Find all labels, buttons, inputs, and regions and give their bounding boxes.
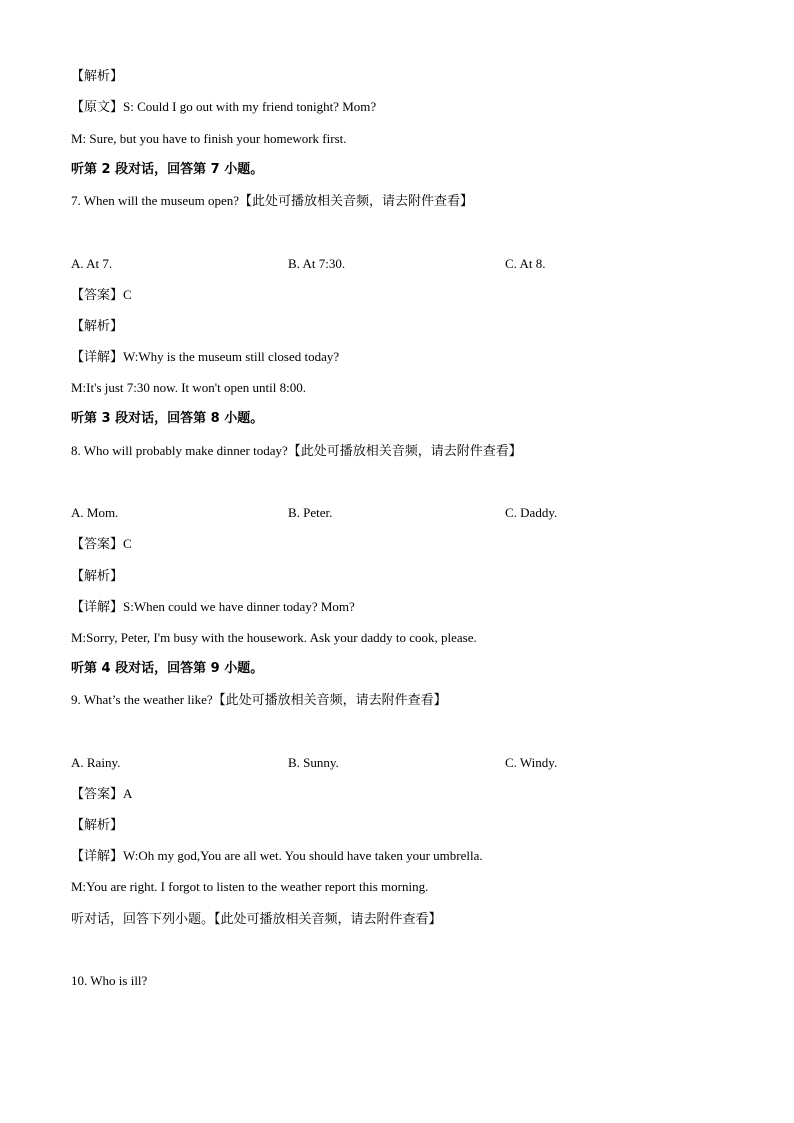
q7-detail-w [71, 349, 339, 366]
section-heading-3: 听第 3 段对话，回答第 8 小题。 [71, 411, 264, 426]
audio-note[interactable]: 【此处可播放相关音频，请去附件查看】 [214, 912, 442, 927]
detail-text: M:You are right. I forgot to listen to the weather report this morning. [71, 879, 429, 894]
q7-option-c: C. At 8. [505, 256, 546, 271]
audio-note[interactable]: 【此处可播放相关音频，请去附件查看】 [239, 194, 474, 209]
analysis-tag: 【解析】 [71, 319, 124, 334]
detail-tag: 【详解】 [71, 600, 124, 615]
q9-detail-m [71, 879, 428, 895]
detail-tag: 【详解】 [71, 849, 124, 864]
q9-answer [71, 786, 132, 803]
transcript-line-m [71, 131, 347, 147]
listen-intro [71, 911, 442, 928]
q8-option-a: A. Mom. [71, 505, 119, 520]
analysis-tag: 【解析】 [71, 69, 124, 84]
q7-analysis [71, 318, 123, 335]
question-10: 10. Who is ill? [71, 973, 148, 988]
answer-value: A [123, 786, 133, 801]
q8-detail-s [71, 599, 355, 616]
audio-note[interactable]: 【此处可播放相关音频，请去附件查看】 [212, 693, 447, 708]
question-9-text: 9. What’s the weather like? [71, 692, 213, 707]
transcript-text: S: Could I go out with my friend tonight? Mom? [123, 99, 377, 114]
answer-value: C [123, 536, 132, 551]
q8-answer [71, 536, 132, 553]
question-9 [71, 692, 447, 709]
detail-text: M:It's just 7:30 now. It won't open until 8:00. [71, 380, 306, 395]
answer-tag: 【答案】 [71, 787, 124, 802]
question-8 [71, 443, 522, 460]
detail-tag: 【详解】 [71, 350, 124, 365]
transcript-text-m: M: Sure, but you have to finish your homework first. [71, 131, 347, 146]
question-7 [71, 193, 473, 210]
detail-text: S:When could we have dinner today? Mom? [123, 599, 355, 614]
analysis-label [71, 68, 123, 85]
q9-option-c: C. Windy. [505, 755, 558, 770]
answer-value: C [123, 287, 132, 302]
q7-detail-m [71, 380, 306, 396]
q8-option-c: C. Daddy. [505, 505, 558, 520]
section-heading-4: 听第 4 段对话，回答第 9 小题。 [71, 661, 264, 676]
q8-detail-m [71, 630, 477, 646]
listen-intro-text: 听对话，回答下列小题。 [71, 912, 215, 927]
transcript-line-s [71, 99, 376, 116]
q9-option-b: B. Sunny. [288, 755, 339, 770]
q9-analysis [71, 817, 123, 834]
q7-option-a: A. At 7. [71, 256, 113, 271]
question-7-text: 7. When will the museum open? [71, 193, 240, 208]
q9-option-a: A. Rainy. [71, 755, 121, 770]
section-heading-2: 听第 2 段对话，回答第 7 小题。 [71, 162, 264, 177]
transcript-tag: 【原文】 [71, 100, 124, 115]
q7-answer [71, 287, 132, 304]
q8-analysis [71, 568, 123, 585]
detail-text: W:Why is the museum still closed today? [123, 349, 340, 364]
q9-detail-w [71, 848, 483, 865]
answer-tag: 【答案】 [71, 537, 124, 552]
audio-note[interactable]: 【此处可播放相关音频，请去附件查看】 [287, 444, 522, 459]
q7-option-b: B. At 7:30. [288, 256, 346, 271]
detail-text: M:Sorry, Peter, I'm busy with the housework. Ask your daddy to cook, please. [71, 630, 477, 645]
analysis-tag: 【解析】 [71, 569, 124, 584]
analysis-tag: 【解析】 [71, 818, 124, 833]
q8-option-b: B. Peter. [288, 505, 333, 520]
detail-text: W:Oh my god,You are all wet. You should have taken your umbrella. [123, 848, 483, 863]
answer-tag: 【答案】 [71, 288, 124, 303]
question-8-text: 8. Who will probably make dinner today? [71, 443, 288, 458]
